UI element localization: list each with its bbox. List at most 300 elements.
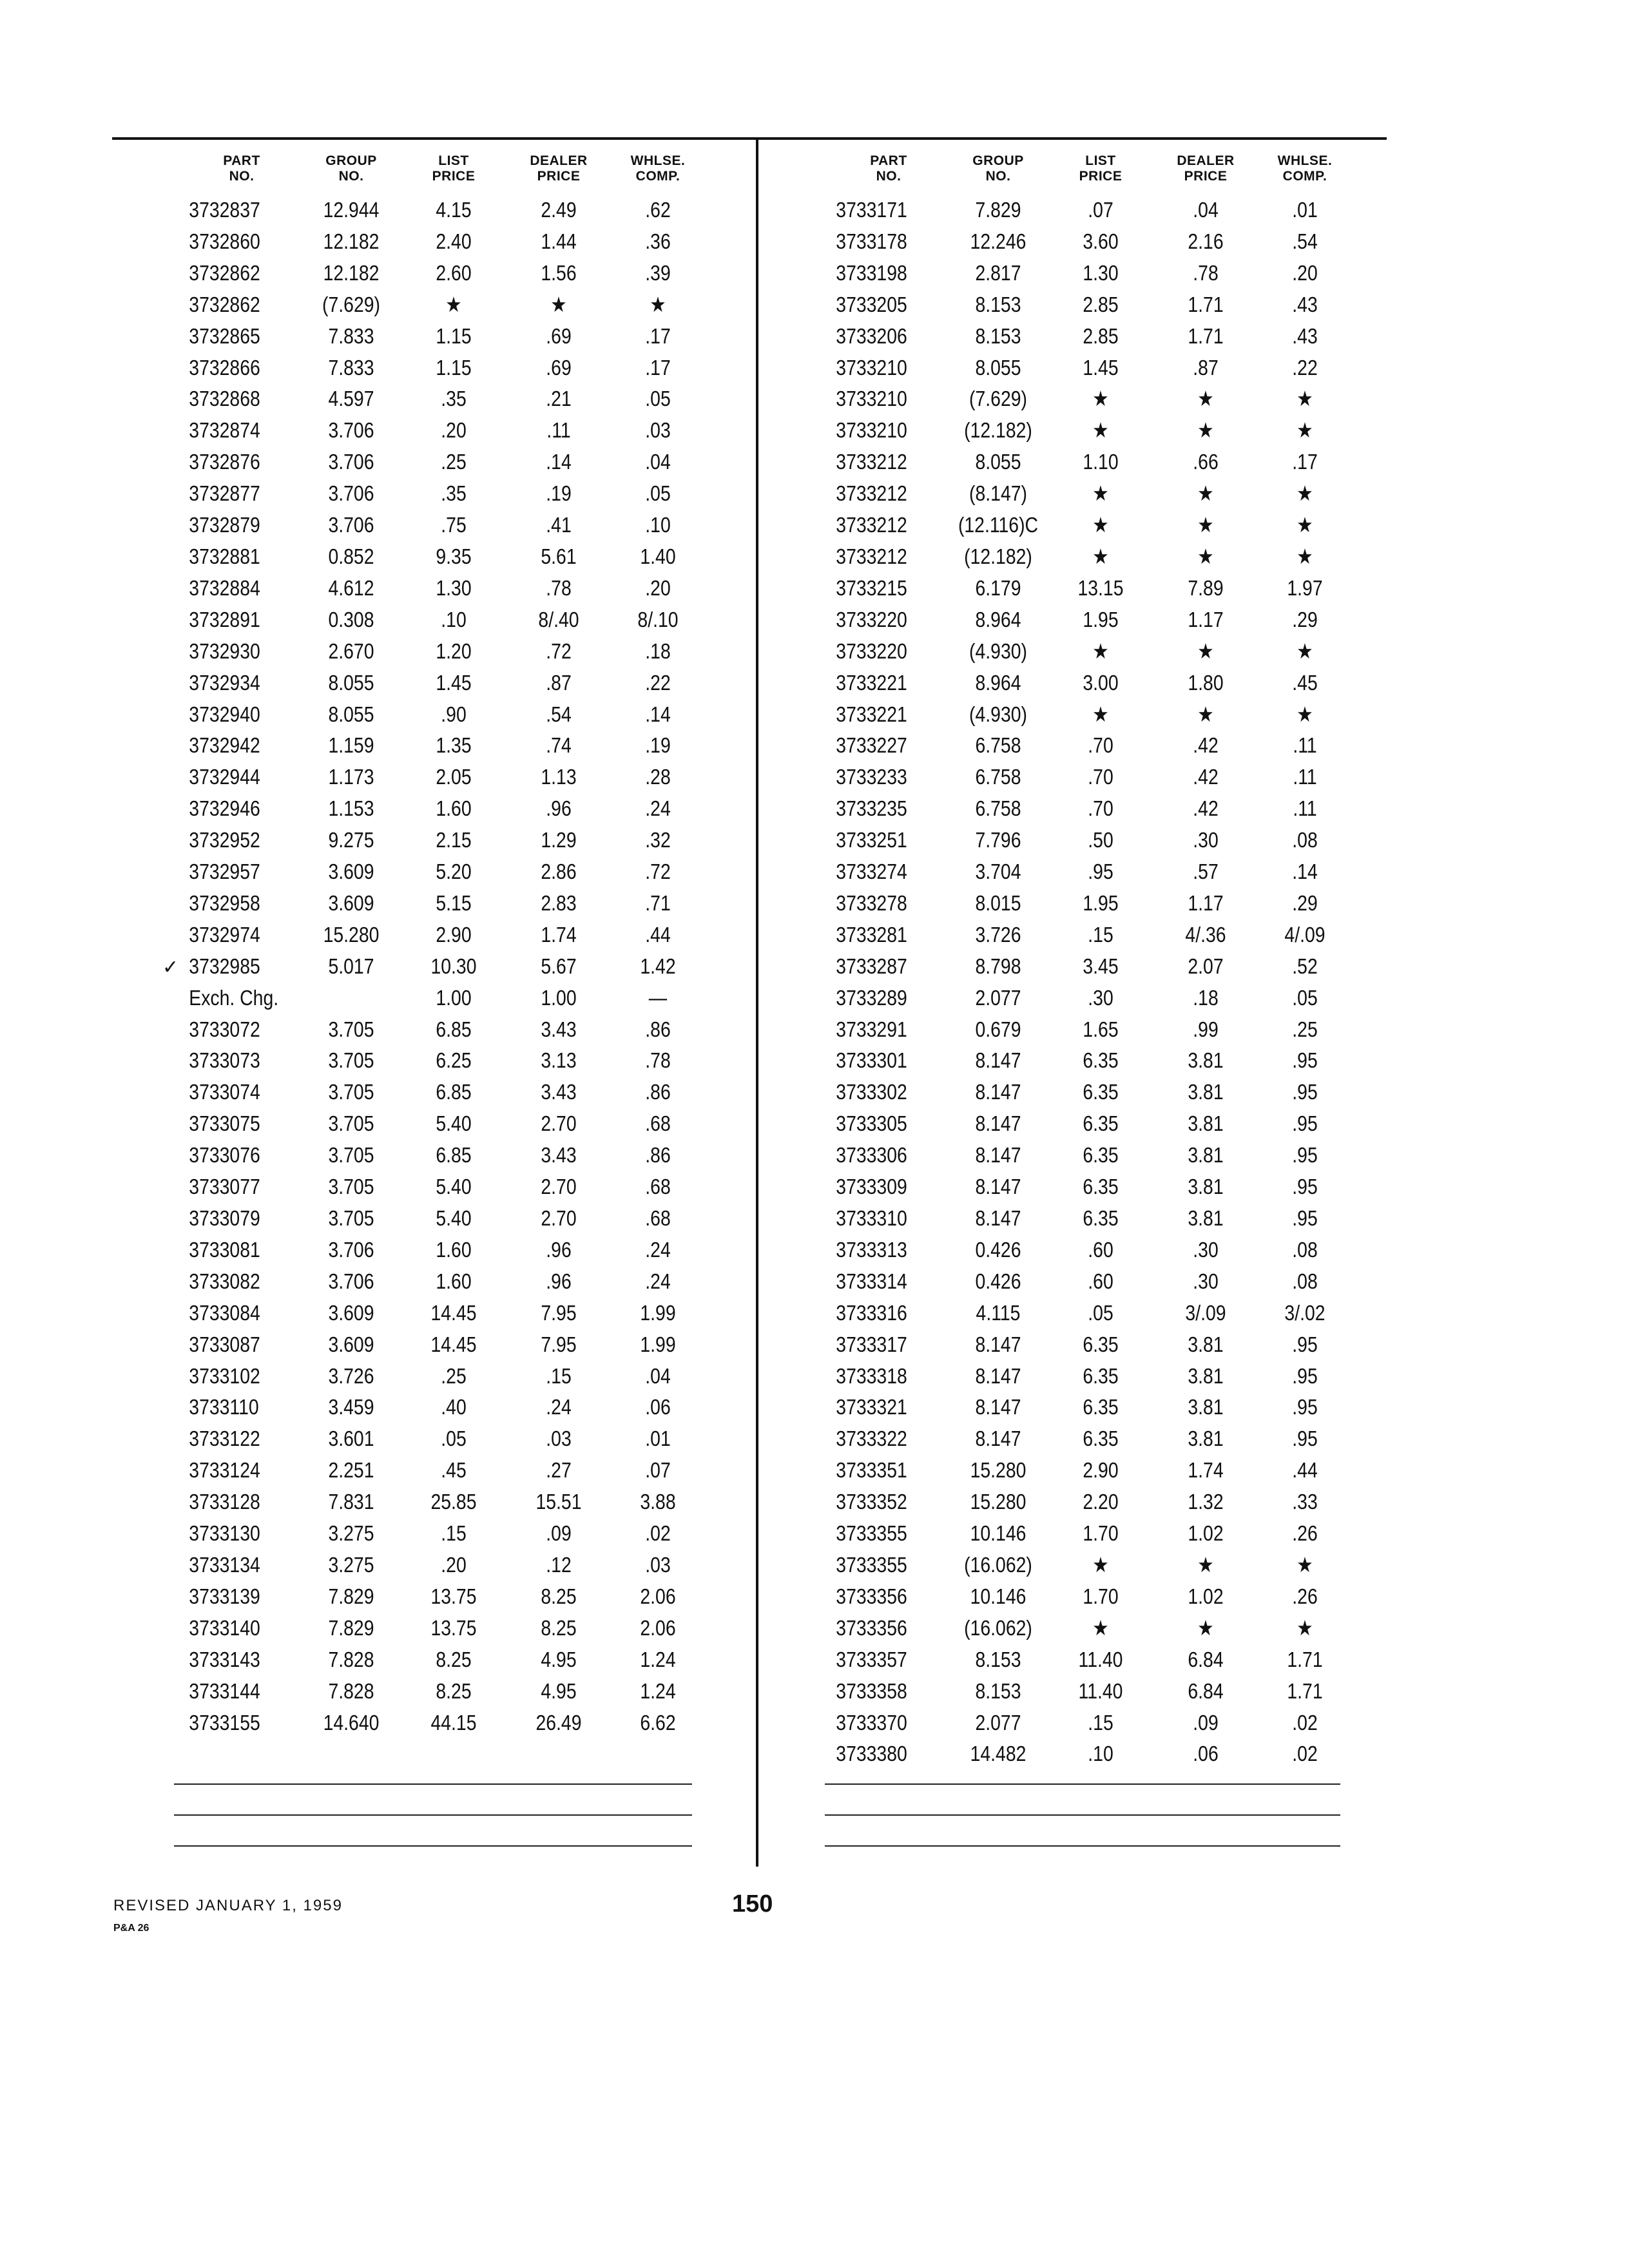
table-row (827, 699, 1353, 731)
part-no-cell: 3733227 (836, 733, 907, 758)
dealer-price-cell: 1.74 (1188, 1458, 1224, 1483)
group-no-cell: 0.679 (975, 1017, 1021, 1041)
group-no-cell: 3.706 (328, 418, 374, 443)
list-price-cell: 2.85 (1083, 292, 1119, 316)
list-price-cell: 1.45 (1083, 355, 1119, 380)
blank-rule (825, 1845, 1340, 1847)
table-row (827, 983, 1353, 1014)
part-no-cell: 3733301 (836, 1048, 907, 1073)
list-price-cell: 6.35 (1083, 1395, 1119, 1419)
whlse-comp-cell: .39 (645, 260, 671, 285)
part-no-cell: 3733306 (836, 1143, 907, 1168)
part-no-cell: 3733077 (189, 1175, 260, 1199)
list-price-cell: 11.40 (1078, 1678, 1123, 1703)
table-row (827, 793, 1353, 825)
group-no-cell: 8.147 (975, 1332, 1021, 1356)
table-row (180, 1644, 706, 1676)
whlse-comp-cell: .22 (645, 670, 671, 695)
part-no-cell: 3733310 (836, 1206, 907, 1230)
column-divider (756, 140, 758, 1867)
header-list-price: LIST PRICE (432, 153, 476, 184)
list-price-cell: ★ (1092, 481, 1109, 506)
list-price-cell: .60 (1088, 1269, 1113, 1293)
whlse-comp-cell: .52 (1292, 954, 1318, 978)
dealer-price-cell: .15 (546, 1363, 572, 1388)
part-no-cell: 3732868 (189, 387, 260, 411)
group-no-cell: 2.670 (328, 639, 374, 663)
list-price-cell: 1.15 (436, 323, 472, 348)
dealer-price-cell: .54 (546, 702, 572, 726)
dealer-price-cell: .96 (546, 1237, 572, 1262)
whlse-comp-cell: 1.71 (1287, 1678, 1323, 1703)
table-row (827, 573, 1353, 604)
part-no-cell: 3733302 (836, 1080, 907, 1104)
blank-rule (174, 1814, 692, 1816)
whlse-comp-cell: ★ (1296, 639, 1313, 663)
dealer-price-cell: ★ (1197, 639, 1214, 663)
table-row (180, 668, 706, 699)
whlse-comp-cell: .95 (1292, 1111, 1318, 1136)
list-price-cell: 2.05 (436, 765, 472, 789)
list-price-cell: 1.30 (436, 575, 472, 600)
whlse-comp-cell: .33 (1292, 1490, 1318, 1514)
table-row (827, 1738, 1353, 1770)
part-no-cell: 3733212 (836, 450, 907, 474)
part-no-cell: 3733321 (836, 1395, 907, 1419)
left-parts-table (180, 153, 706, 1738)
dealer-price-cell: 1.32 (1188, 1490, 1224, 1514)
part-no-cell: 3733072 (189, 1017, 260, 1041)
table-row (827, 195, 1353, 226)
dealer-price-cell: .21 (546, 387, 572, 411)
whlse-comp-cell: .02 (1292, 1710, 1318, 1735)
group-no-cell: 8.798 (975, 954, 1021, 978)
table-row (827, 1077, 1353, 1108)
table-row (827, 1140, 1353, 1171)
dealer-price-cell: 1.02 (1188, 1584, 1224, 1608)
table-row (827, 258, 1353, 289)
group-no-cell: 3.704 (975, 860, 1021, 884)
table-row (827, 1329, 1353, 1361)
group-no-cell: 2.077 (975, 985, 1021, 1010)
group-no-cell: 0.426 (975, 1237, 1021, 1262)
dealer-price-cell: 2.86 (541, 860, 577, 884)
table-row (180, 1329, 706, 1361)
dealer-price-cell: .19 (546, 481, 572, 506)
whlse-comp-cell: .86 (645, 1080, 671, 1104)
part-no-cell: 3733073 (189, 1048, 260, 1073)
part-no-cell: 3732881 (189, 544, 260, 568)
table-row (180, 636, 706, 668)
whlse-comp-cell: .18 (645, 639, 671, 663)
table-row (827, 226, 1353, 258)
table-row (180, 1676, 706, 1707)
group-no-cell: (4.930) (969, 639, 1027, 663)
list-price-cell: 1.20 (436, 639, 472, 663)
whlse-comp-cell: .05 (645, 387, 671, 411)
part-no-cell: 3733212 (836, 481, 907, 506)
list-price-cell: 6.35 (1083, 1427, 1119, 1451)
part-no-cell: 3733322 (836, 1427, 907, 1451)
right-parts-column (827, 153, 1353, 1770)
part-no-cell: 3733215 (836, 575, 907, 600)
whlse-comp-cell: .72 (645, 860, 671, 884)
list-price-cell: .05 (441, 1427, 467, 1451)
table-row (180, 478, 706, 510)
list-price-cell: .45 (441, 1458, 467, 1483)
part-no-cell: 3733356 (836, 1584, 907, 1608)
whlse-comp-cell: 8/.10 (637, 607, 679, 631)
part-no-cell: 3733110 (189, 1395, 259, 1419)
list-price-cell: 4.15 (436, 198, 472, 222)
group-no-cell: 7.829 (328, 1615, 374, 1640)
part-no-cell: 3733081 (189, 1237, 260, 1262)
group-no-cell: (12.182) (964, 418, 1032, 443)
group-no-cell: 7.828 (328, 1647, 374, 1671)
part-no-cell: 3733139 (189, 1584, 260, 1608)
group-no-cell: 8.147 (975, 1363, 1021, 1388)
whlse-comp-cell: ★ (1296, 1552, 1313, 1577)
dealer-price-cell: 5.67 (541, 954, 577, 978)
group-no-cell: 3.706 (328, 513, 374, 537)
part-no-cell: 3733122 (189, 1427, 260, 1451)
dealer-price-cell: .06 (1193, 1742, 1219, 1766)
dealer-price-cell: 2.70 (541, 1111, 577, 1136)
table-row (180, 1581, 706, 1613)
list-price-cell: .90 (441, 702, 467, 726)
list-price-cell: ★ (1092, 513, 1109, 537)
table-row (180, 1266, 706, 1298)
whlse-comp-cell: .17 (645, 355, 671, 380)
table-row (180, 1550, 706, 1581)
dealer-price-cell: .78 (546, 575, 572, 600)
part-no-cell: 3732952 (189, 828, 260, 852)
part-no-cell: 3733075 (189, 1111, 260, 1136)
part-no-cell: 3733316 (836, 1300, 907, 1325)
group-no-cell: 8.147 (975, 1427, 1021, 1451)
dealer-price-cell: .03 (546, 1427, 572, 1451)
part-no-cell: 3732837 (189, 198, 260, 222)
table-row (180, 1707, 706, 1739)
table-row (827, 1203, 1353, 1235)
part-no-cell: 3732974 (189, 922, 260, 947)
whlse-comp-cell: .03 (645, 418, 671, 443)
part-no-cell: 3733084 (189, 1300, 260, 1325)
dealer-price-cell: 2.70 (541, 1206, 577, 1230)
dealer-price-cell: 3.81 (1188, 1143, 1224, 1168)
table-row (827, 415, 1353, 447)
list-price-cell: 9.35 (436, 544, 472, 568)
list-price-cell: 6.35 (1083, 1048, 1119, 1073)
part-no-cell: 3733289 (836, 985, 907, 1010)
table-row (827, 541, 1353, 573)
part-no-cell: 3733287 (836, 954, 907, 978)
table-row (827, 1171, 1353, 1203)
group-no-cell: 8.015 (975, 890, 1021, 915)
group-no-cell: 1.159 (328, 733, 374, 758)
whlse-comp-cell: .25 (1292, 1017, 1318, 1041)
group-no-cell: (16.062) (964, 1552, 1032, 1577)
table-row (180, 1203, 706, 1235)
group-no-cell: 7.829 (975, 198, 1021, 222)
dealer-price-cell: ★ (1197, 544, 1214, 568)
list-price-cell: 2.40 (436, 229, 472, 253)
table-row (827, 951, 1353, 983)
group-no-cell: (12.116)C (958, 513, 1039, 537)
whlse-comp-cell: 2.06 (640, 1584, 676, 1608)
list-price-cell: 1.95 (1083, 890, 1119, 915)
group-no-cell: 15.280 (970, 1458, 1027, 1483)
dealer-price-cell: 15.51 (535, 1490, 582, 1514)
table-row (827, 1707, 1353, 1739)
list-price-cell: .50 (1088, 828, 1113, 852)
part-no-cell: 3733281 (836, 922, 907, 947)
group-no-cell: 3.705 (328, 1048, 374, 1073)
whlse-comp-cell: .95 (1292, 1363, 1318, 1388)
group-no-cell: 3.726 (328, 1363, 374, 1388)
table-row (180, 1014, 706, 1046)
whlse-comp-cell: 1.42 (640, 954, 676, 978)
table-row (827, 1361, 1353, 1392)
list-price-cell: 6.35 (1083, 1143, 1119, 1168)
table-row (180, 604, 706, 636)
list-price-cell: ★ (1092, 544, 1109, 568)
dealer-price-cell: .30 (1193, 828, 1219, 852)
whlse-comp-cell: .05 (1292, 985, 1318, 1010)
part-no-cell: 3732946 (189, 796, 260, 821)
whlse-comp-cell: .86 (645, 1143, 671, 1168)
dealer-price-cell: .72 (546, 639, 572, 663)
whlse-comp-cell: .86 (645, 1017, 671, 1041)
table-row (180, 195, 706, 226)
list-price-cell: 1.60 (436, 796, 472, 821)
part-no-cell: 3733314 (836, 1269, 907, 1293)
right-header-row (827, 153, 1353, 195)
whlse-comp-cell: .95 (1292, 1395, 1318, 1419)
whlse-comp-cell: .54 (1292, 229, 1318, 253)
group-no-cell: 3.705 (328, 1111, 374, 1136)
group-no-cell: 3.705 (328, 1175, 374, 1199)
dealer-price-cell: .96 (546, 1269, 572, 1293)
whlse-comp-cell: .44 (645, 922, 671, 947)
whlse-comp-cell: 2.06 (640, 1615, 676, 1640)
table-row (180, 919, 706, 951)
whlse-comp-cell: .44 (1292, 1458, 1318, 1483)
list-price-cell: 13.75 (430, 1615, 477, 1640)
part-no-cell: 3733210 (836, 418, 907, 443)
part-no-cell: 3733356 (836, 1615, 907, 1640)
list-price-cell: 2.90 (1083, 1458, 1119, 1483)
whlse-comp-cell: ★ (1296, 702, 1313, 726)
list-price-cell: .75 (441, 513, 467, 537)
part-no-cell: 3733212 (836, 544, 907, 568)
dealer-price-cell: .14 (546, 450, 572, 474)
dealer-price-cell: 1.00 (541, 985, 577, 1010)
whlse-comp-cell: .43 (1292, 323, 1318, 348)
list-price-cell: .70 (1088, 796, 1113, 821)
table-row (827, 478, 1353, 510)
part-no-cell: 3733370 (836, 1710, 907, 1735)
list-price-cell: 1.60 (436, 1237, 472, 1262)
list-price-cell: 5.40 (436, 1175, 472, 1199)
dealer-price-cell: 3.81 (1188, 1111, 1224, 1136)
list-price-cell: .70 (1088, 765, 1113, 789)
table-row (180, 1361, 706, 1392)
table-row (180, 541, 706, 573)
group-no-cell: 3.609 (328, 1332, 374, 1356)
group-no-cell: 7.833 (328, 355, 374, 380)
dealer-price-cell: 3.13 (541, 1048, 577, 1073)
group-no-cell: 6.758 (975, 765, 1021, 789)
list-price-cell: .95 (1088, 860, 1113, 884)
part-no-cell: 3733278 (836, 890, 907, 915)
group-no-cell: 2.251 (328, 1458, 374, 1483)
list-price-cell: .35 (441, 481, 467, 506)
table-row (827, 321, 1353, 352)
part-no-cell: 3733178 (836, 229, 907, 253)
table-row (827, 1045, 1353, 1077)
table-row (827, 668, 1353, 699)
group-no-cell: 8.964 (975, 607, 1021, 631)
list-price-cell: 3.00 (1083, 670, 1119, 695)
group-no-cell: 12.944 (323, 198, 380, 222)
dealer-price-cell: 3.43 (541, 1143, 577, 1168)
whlse-comp-cell: .02 (1292, 1742, 1318, 1766)
list-price-cell: 10.30 (430, 954, 477, 978)
whlse-comp-cell: ★ (1296, 481, 1313, 506)
list-price-cell: .60 (1088, 1237, 1113, 1262)
group-no-cell: 10.146 (970, 1521, 1027, 1546)
group-no-cell: 8.153 (975, 323, 1021, 348)
table-row (180, 1392, 706, 1423)
part-no-cell: 3733198 (836, 260, 907, 285)
group-no-cell: 8.147 (975, 1175, 1021, 1199)
table-row (180, 825, 706, 856)
list-price-cell: .25 (441, 1363, 467, 1388)
group-no-cell: 2.817 (975, 260, 1021, 285)
left-parts-column (180, 153, 706, 1738)
table-row (827, 919, 1353, 951)
part-no-cell: 3733274 (836, 860, 907, 884)
dealer-price-cell: .74 (546, 733, 572, 758)
group-no-cell: 6.179 (975, 575, 1021, 600)
dealer-price-cell: 3.43 (541, 1080, 577, 1104)
dealer-price-cell: 3.81 (1188, 1363, 1224, 1388)
list-price-cell: 1.00 (436, 985, 472, 1010)
dealer-price-cell: 8.25 (541, 1584, 577, 1608)
table-row (827, 510, 1353, 541)
group-no-cell: 15.280 (323, 922, 380, 947)
list-price-cell: 11.40 (1078, 1647, 1123, 1671)
whlse-comp-cell: .14 (645, 702, 671, 726)
dealer-price-cell: 3.81 (1188, 1427, 1224, 1451)
whlse-comp-cell: ★ (1296, 1615, 1313, 1640)
group-no-cell: 14.640 (323, 1710, 380, 1735)
list-price-cell: 6.35 (1083, 1175, 1119, 1199)
whlse-comp-cell: 6.62 (640, 1710, 676, 1735)
dealer-price-cell: .78 (1193, 260, 1219, 285)
whlse-comp-cell: .10 (645, 513, 671, 537)
group-no-cell: 8.153 (975, 1678, 1021, 1703)
dealer-price-cell: 8/.40 (538, 607, 579, 631)
dealer-price-cell: .30 (1193, 1237, 1219, 1262)
whlse-comp-cell: .06 (645, 1395, 671, 1419)
table-row (180, 1108, 706, 1140)
group-no-cell: 8.153 (975, 1647, 1021, 1671)
whlse-comp-cell: .62 (645, 198, 671, 222)
group-no-cell: 7.833 (328, 323, 374, 348)
dealer-price-cell: .09 (546, 1521, 572, 1546)
left-header-row (180, 153, 706, 195)
dealer-price-cell: 1.56 (541, 260, 577, 285)
list-price-cell: 1.95 (1083, 607, 1119, 631)
part-no-cell: 3732934 (189, 670, 260, 695)
whlse-comp-cell: .29 (1292, 890, 1318, 915)
dealer-price-cell: ★ (1197, 387, 1214, 411)
table-row (827, 1486, 1353, 1518)
list-price-cell: 1.10 (1083, 450, 1119, 474)
list-price-cell: 5.15 (436, 890, 472, 915)
whlse-comp-cell: .03 (645, 1552, 671, 1577)
whlse-comp-cell: .26 (1292, 1584, 1318, 1608)
group-no-cell: 8.153 (975, 292, 1021, 316)
whlse-comp-cell: 1.24 (640, 1678, 676, 1703)
part-no-cell: 3733309 (836, 1175, 907, 1199)
part-no-cell: 3732865 (189, 323, 260, 348)
list-price-cell: ★ (1092, 1615, 1109, 1640)
list-price-cell: 8.25 (436, 1647, 472, 1671)
whlse-comp-cell: .05 (645, 481, 671, 506)
group-no-cell: 6.758 (975, 733, 1021, 758)
list-price-cell: 2.20 (1083, 1490, 1119, 1514)
group-no-cell: 2.077 (975, 1710, 1021, 1735)
list-price-cell: 6.35 (1083, 1080, 1119, 1104)
group-no-cell: 7.829 (328, 1584, 374, 1608)
group-no-cell (310, 983, 393, 1014)
dealer-price-cell: 3.81 (1188, 1080, 1224, 1104)
table-row (180, 1423, 706, 1455)
group-no-cell: 15.280 (970, 1490, 1027, 1514)
part-no-cell: 3733380 (836, 1742, 907, 1766)
part-no-cell: 3733318 (836, 1363, 907, 1388)
form-code: P&A 26 (113, 1923, 149, 1934)
dealer-price-cell: ★ (1197, 702, 1214, 726)
header-list-price: LIST PRICE (1079, 153, 1123, 184)
dealer-price-cell: 3.81 (1188, 1395, 1224, 1419)
group-no-cell: 5.017 (328, 954, 374, 978)
group-no-cell: 3.601 (328, 1427, 374, 1451)
part-no-cell: 3733233 (836, 765, 907, 789)
list-price-cell: ★ (1092, 639, 1109, 663)
header-whlse-comp: WHLSE. COMP. (1277, 153, 1333, 184)
part-no-cell: 3732944 (189, 765, 260, 789)
group-no-cell: (8.147) (969, 481, 1027, 506)
table-row (827, 1518, 1353, 1550)
group-no-cell: (16.062) (964, 1615, 1032, 1640)
part-no-cell: 3733291 (836, 1017, 907, 1041)
whlse-comp-cell: ★ (1296, 513, 1313, 537)
part-no-cell: 3733102 (189, 1363, 260, 1388)
part-no-cell: 3733143 (189, 1647, 260, 1671)
whlse-comp-cell: 3.88 (640, 1490, 676, 1514)
part-no-cell: 3733134 (189, 1552, 260, 1577)
dealer-price-cell: 1.71 (1188, 323, 1224, 348)
list-price-cell: .05 (1088, 1300, 1113, 1325)
dealer-price-cell: 1.44 (541, 229, 577, 253)
part-no-cell: 3732862 (189, 260, 260, 285)
list-price-cell: 5.40 (436, 1206, 472, 1230)
list-price-cell: .07 (1088, 198, 1113, 222)
